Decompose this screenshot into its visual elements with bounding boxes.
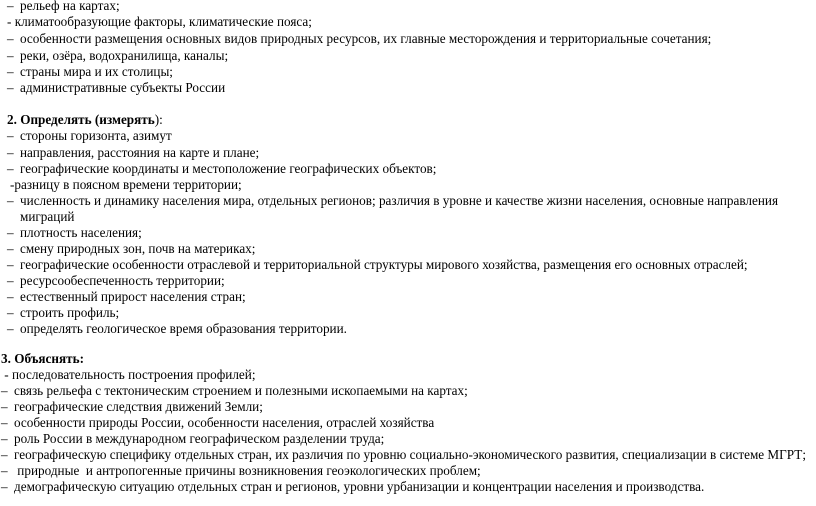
list-dash: –: [7, 257, 14, 272]
list-item: особенности размещения основных видов природных ресурсов, их главные месторождения и территориальные сочетания;: [20, 31, 712, 46]
list-dash: –: [7, 0, 14, 13]
section-3-heading: 3. Объяснять:: [1, 351, 84, 366]
list-dash: –: [1, 399, 8, 414]
list-dash: –: [7, 273, 14, 288]
list-item: административные субъекты России: [20, 80, 226, 95]
list-dash: –: [1, 463, 8, 478]
list-item: рельеф на картах;: [20, 0, 120, 13]
list-item: связь рельефа с тектоническим строением и полезными ископаемыми на картах;: [14, 383, 468, 398]
heading-bold: 2. Определять (измерять: [7, 112, 155, 127]
list-item: ресурсообеспеченность территории;: [20, 273, 225, 288]
list-item: особенности природы России, особенности населения, отраслей хозяйства: [14, 415, 435, 430]
list-item: природные и антропогенные причины возникновения геоэкологических проблем;: [14, 463, 481, 478]
list-dash: –: [1, 431, 8, 446]
list-dash: –: [7, 289, 14, 304]
section-2-heading: [7, 112, 163, 128]
list-dash: –: [7, 128, 14, 143]
list-item: численность и динамику населения мира, отдельных регионов; различия в уровне и качестве жизни населения, основные направления: [20, 193, 779, 208]
list-dash: –: [1, 383, 8, 398]
list-dash: –: [7, 31, 14, 46]
list-item: демографическую ситуацию отдельных стран и регионов, уровни урбанизации и концентрации населения и производства.: [14, 479, 705, 494]
list-dash: –: [7, 161, 14, 176]
list-item: - последовательность построения профилей;: [1, 367, 256, 382]
list-item: географические координаты и местоположение географических объектов;: [20, 161, 437, 176]
list-dash: –: [7, 193, 14, 208]
list-item: роль России в международном географическом разделении труда;: [14, 431, 385, 446]
list-item: стороны горизонта, азимут: [20, 128, 172, 143]
list-item: географические особенности отраслевой и территориальной структуры мирового хозяйства, размещения его основных отраслей;: [20, 257, 748, 272]
list-dash: –: [7, 225, 14, 240]
list-item: направления, расстояния на карте и плане;: [20, 145, 260, 160]
list-dash: –: [1, 415, 8, 430]
list-dash: –: [1, 447, 8, 462]
list-dash: –: [7, 241, 14, 256]
list-item: строить профиль;: [20, 305, 120, 320]
list-item: страны мира и их столицы;: [20, 64, 173, 79]
list-item: определять геологическое время образования территории.: [20, 321, 347, 336]
list-item: - климатообразующие факторы, климатические пояса;: [7, 14, 312, 29]
list-dash: –: [7, 80, 14, 95]
list-dash: –: [1, 479, 8, 494]
list-dash: –: [7, 64, 14, 79]
heading-rest: ):: [154, 112, 163, 127]
list-item: географическую специфику отдельных стран, их различия по уровню социально-экономического развития, специализации в системе МГРТ;: [14, 447, 807, 462]
list-item: плотность населения;: [20, 225, 142, 240]
list-dash: –: [7, 305, 14, 320]
list-dash: –: [7, 145, 14, 160]
list-item: смену природных зон, почв на материках;: [20, 241, 256, 256]
list-dash: –: [7, 321, 14, 336]
list-item: географические следствия движений Земли;: [14, 399, 263, 414]
list-item: -разницу в поясном времени территории;: [10, 177, 242, 192]
list-item: реки, озёра, водохранилища, каналы;: [20, 48, 229, 63]
list-item: естественный прирост населения стран;: [20, 289, 246, 304]
list-dash: –: [7, 48, 14, 63]
list-item-continued: миграций: [20, 209, 75, 224]
